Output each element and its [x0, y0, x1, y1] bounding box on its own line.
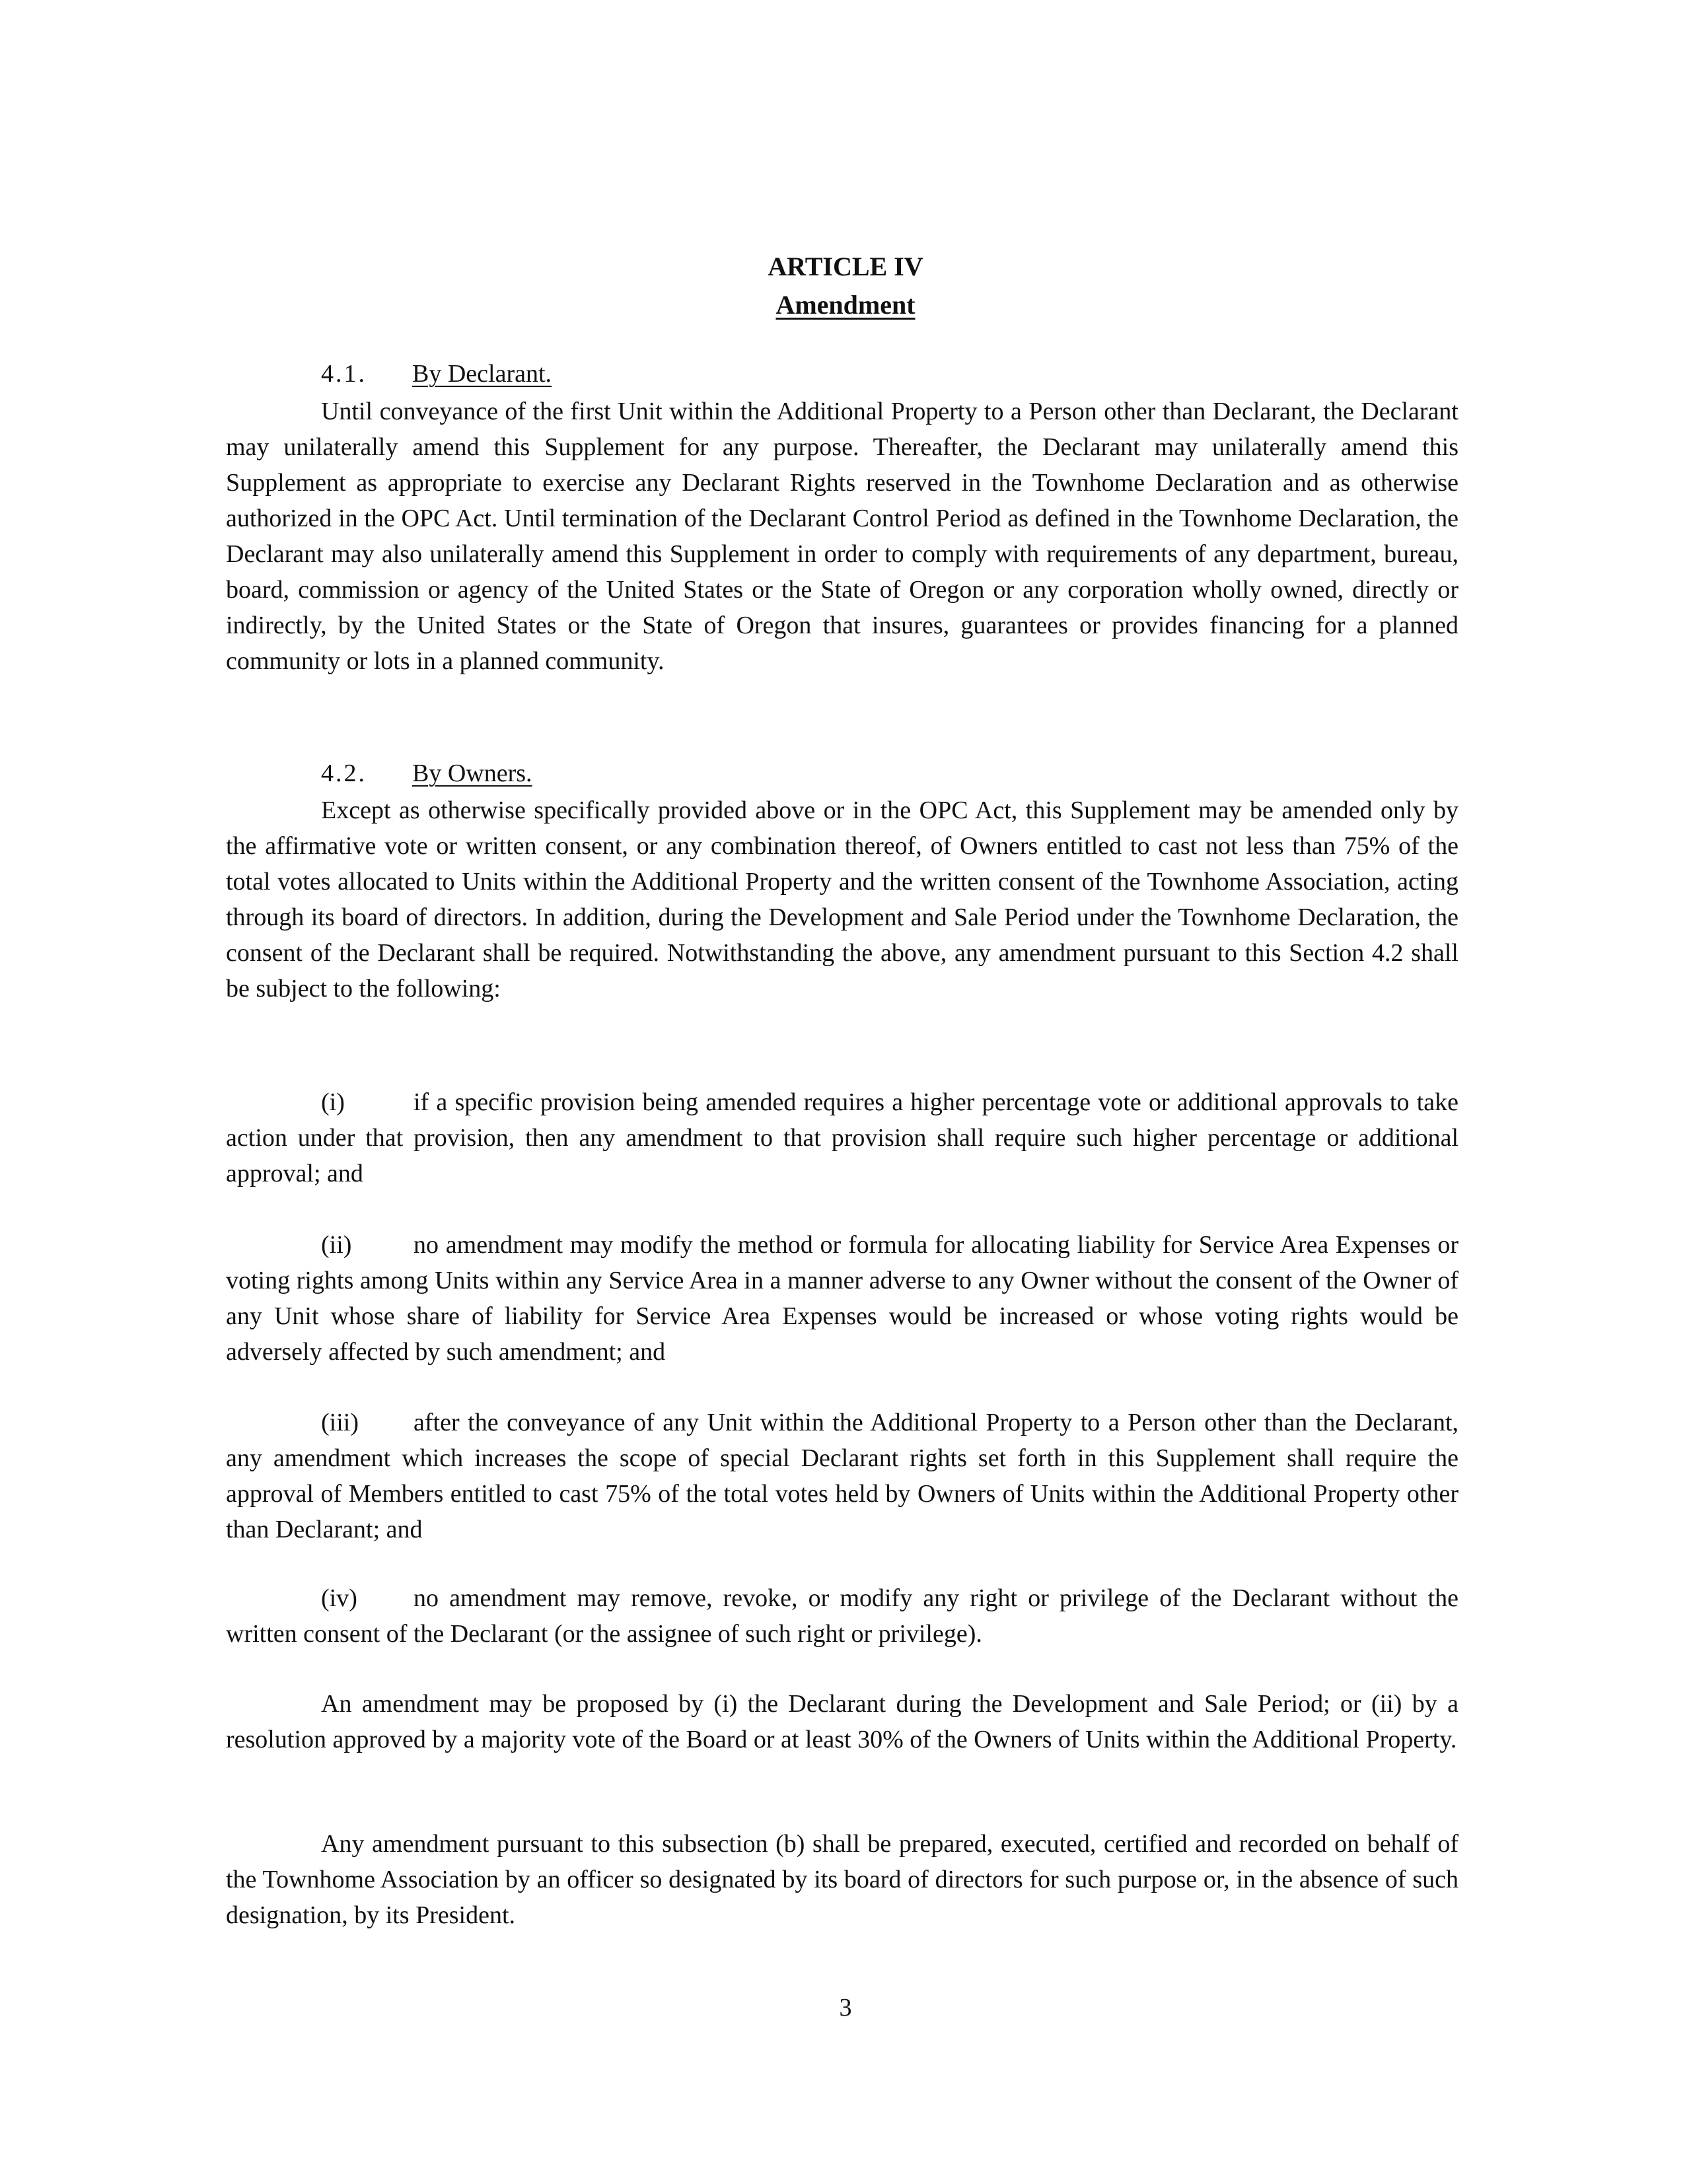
section-4-2-heading	[321, 756, 532, 791]
section-4-2-number: 4.2.	[321, 759, 367, 787]
list-item-i	[226, 1084, 1458, 1191]
section-4-1-title: By Declarant.	[412, 360, 552, 388]
article-number: ARTICLE IV	[768, 252, 923, 281]
section-4-2-body: Except as otherwise specifically provided above or in the OPC Act, this Supplement may be amended only by the affirmative vote or written consent, or any combination thereof, of Owners entitled to cast not less than 75% of the total votes allocated to Units within the Additional Property and the written consent of the Townhome Association, acting through its board of directors. In addition, during the Development and Sale Period under the Townhome Declaration, the consent of the Declarant shall be required. Notwithstanding the above, any amendment pursuant to this Section 4.2 shall be subject to the following:	[226, 796, 1458, 1003]
execution-paragraph: Any amendment pursuant to this subsection (b) shall be prepared, executed, certified and recorded on behalf of the Townhome Association by an officer so designated by its board of directors for such purpose or, in the absence of such designation, by its President.	[226, 1830, 1458, 1929]
list-item-label: (i)	[321, 1088, 345, 1116]
list-item-iii	[226, 1405, 1458, 1547]
list-item-text: no amendment may remove, revoke, or modify any right or privilege of the Declarant without the written consent of the Declarant (or the assignee of such right or privilege).	[226, 1584, 1458, 1648]
list-item-label: (ii)	[321, 1231, 352, 1259]
section-4-1-heading	[321, 357, 552, 391]
list-item-ii	[226, 1227, 1458, 1370]
section-4-1-body: Until conveyance of the first Unit within the Additional Property to a Person other than Declarant, the Declarant may unilaterally amend this Supplement for any purpose. Thereafter, the Declarant may unilaterally amend this Supplement as appropriate to exercise any Declarant Rights reserved in the Townhome Declaration and as otherwise authorized in the OPC Act. Until termination of the Declarant Control Period as defined in the Townhome Declaration, the Declarant may also unilaterally amend this Supplement in order to comply with requirements of any department, bureau, board, commission or agency of the United States or the State of Oregon or any corporation wholly owned, directly or indirectly, by the United States or the State of Oregon that insures, guarantees or provides financing for a planned community or lots in a planned community.	[226, 398, 1458, 675]
section-4-1-number: 4.1.	[321, 360, 367, 388]
page-number: 3	[839, 1994, 852, 2022]
list-item-text: no amendment may modify the method or formula for allocating liability for Service Area Expenses or voting rights among Units within any Service Area in a manner adverse to any Owner without the consent of the Owner of any Unit whose share of liability for Service Area Expenses would be increased or whose voting rights would be adversely affected by such amendment; and	[226, 1231, 1458, 1366]
list-item-text: if a specific provision being amended requires a higher percentage vote or additional approvals to take action under that provision, then any amendment to that provision shall require such higher percentage or additional approval; and	[226, 1088, 1458, 1187]
list-item-text: after the conveyance of any Unit within the Additional Property to a Person other than the Declarant, any amendment which increases the scope of special Declarant rights set forth in this Supplement shall require the approval of Members entitled to cast 75% of the total votes held by Owners of Units within the Additional Property other than Declarant; and	[226, 1409, 1458, 1543]
list-item-iv	[226, 1580, 1458, 1652]
article-title: Amendment	[775, 290, 916, 320]
proposal-paragraph: An amendment may be proposed by (i) the Declarant during the Development and Sale Period; or (ii) by a resolution approved by a majority vote of the Board or at least 30% of the Owners of Units within the Additional Property.	[226, 1690, 1458, 1753]
list-item-label: (iv)	[321, 1584, 357, 1612]
list-item-label: (iii)	[321, 1409, 359, 1436]
section-4-2-title: By Owners.	[412, 759, 532, 787]
